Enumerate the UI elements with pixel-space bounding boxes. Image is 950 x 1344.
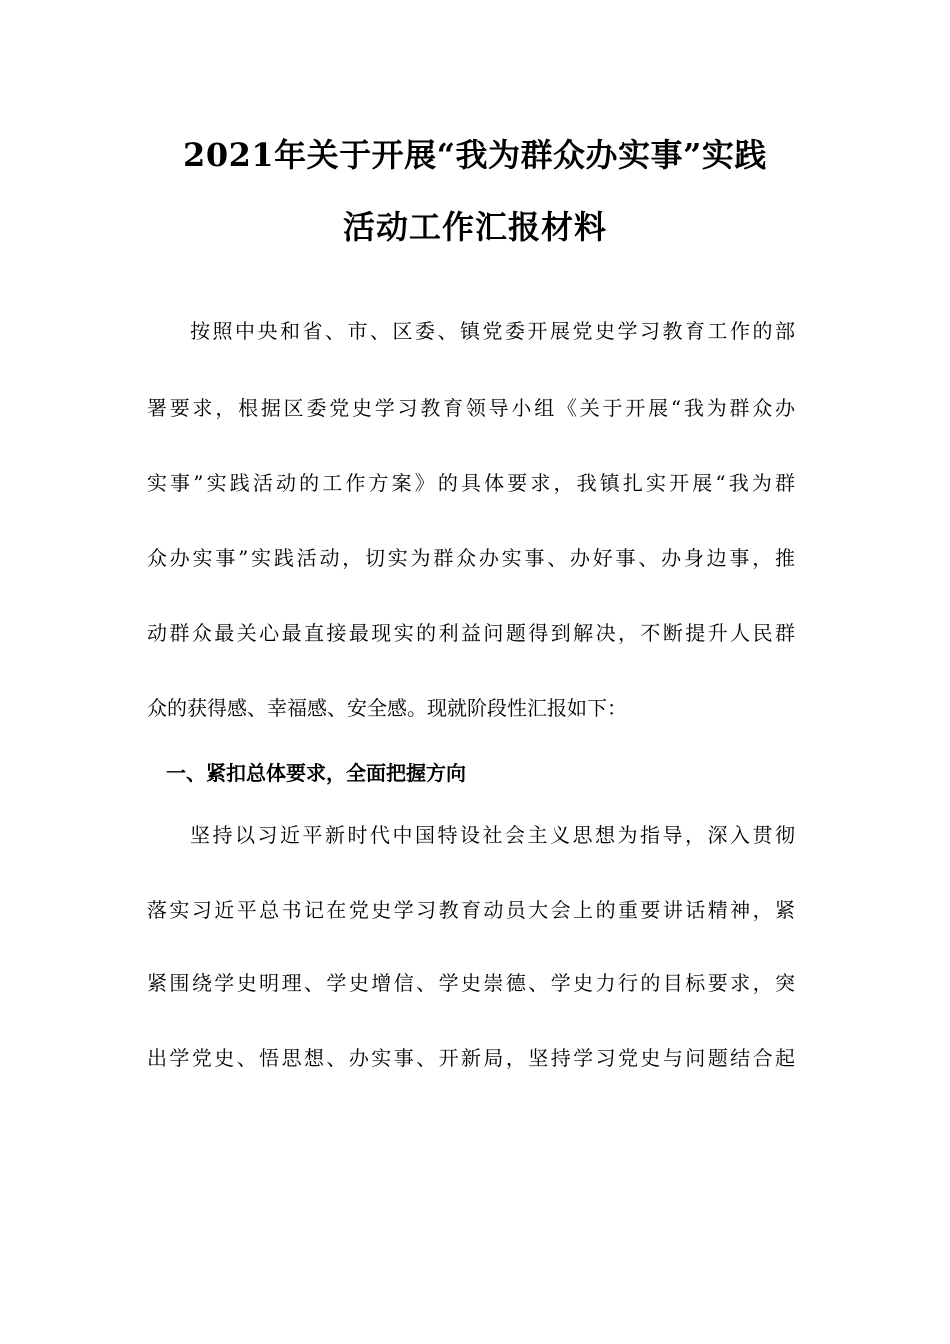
- section-1-line-4: 出学党史、悟思想、办实事、开新局，坚持学习党史与问题结合起: [147, 1046, 795, 1070]
- paragraph-1-line-5: 动群众最关心最直接最现实的利益问题得到解决，不断提升人民群: [147, 621, 795, 645]
- document-title-line-2: 活动工作汇报材料: [342, 208, 607, 246]
- section-1-line-1: 坚持以习近平新时代中国特设社会主义思想为指导，深入贯彻: [190, 823, 795, 847]
- paragraph-1-line-2: 署要求，根据区委党史学习教育领导小组《关于开展“我为群众办: [147, 396, 795, 420]
- paragraph-1-line-3: 实事”实践活动的工作方案》的具体要求，我镇扎实开展“我为群: [147, 471, 795, 495]
- section-1-line-2: 落实习近平总书记在党史学习教育动员大会上的重要讲话精神，紧: [147, 898, 795, 922]
- paragraph-1-line-1: 按照中央和省、市、区委、镇党委开展党史学习教育工作的部: [190, 319, 795, 343]
- paragraph-1-line-6: 众的获得感、幸福感、安全感。现就阶段性汇报如下：: [147, 696, 627, 720]
- section-1-heading: 一、紧扣总体要求，全面把握方向: [166, 761, 466, 785]
- document-title-line-1: 2021年关于开展“我为群众办实事”实践: [183, 136, 767, 174]
- paragraph-1-line-4: 众办实事”实践活动，切实为群众办实事、办好事、办身边事，推: [147, 546, 795, 570]
- section-1-line-3: 紧围绕学史明理、学史增信、学史崇德、学史力行的目标要求，突: [147, 971, 795, 995]
